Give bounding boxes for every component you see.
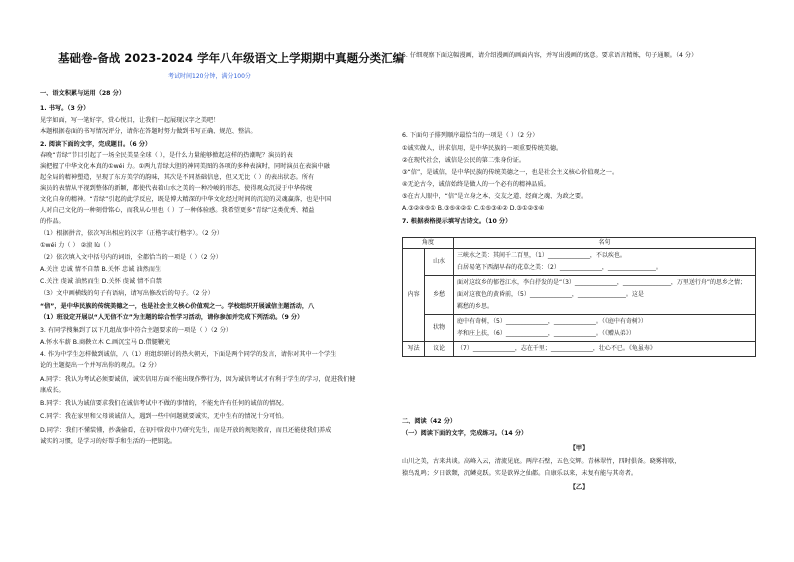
text-line: 人对自己文化的一种刻骨铭心，而我从心里也（ ）了一种体验感。我希望更多“青绿”这类优秀、精益 <box>40 207 315 214</box>
text-line: 论的主题提出一个并写出你的观点。（2 分） <box>40 362 161 369</box>
text-line: ④无论古今，诚信始终是做人的一个必有的精神品质。 <box>402 181 550 188</box>
table-subcategory: 乡愁 <box>425 276 454 315</box>
table-line: 孝和庄上扶，（6）______________，______________。（《赠从弟》） <box>457 330 635 337</box>
table-subcategory: 山水 <box>425 249 454 276</box>
page-title: 基础卷-备战 2023-2024 学年八年级语文上学期期中真题分类汇编 <box>58 51 405 65</box>
text-line: 的作品。 <box>40 218 65 225</box>
text-line: A.③②④⑤① B.③⑤④②① C.①⑤③④② D.③①②⑤④ <box>402 205 545 212</box>
text-line: 【甲】 <box>569 445 589 452</box>
text-line: 7. 根据表格提示填写古诗文。（10 分） <box>402 218 512 225</box>
table-subcategory: 议论 <box>425 342 454 357</box>
table-line: 三峡水之美：其间千二百里，（1）______________，不以疾也。 <box>457 252 626 259</box>
table-line: （7）______________，志在千里；______________，壮心不已。《龟虽寿》 <box>457 345 656 352</box>
table-header-angle: 角度 <box>403 238 454 249</box>
table-lines <box>454 276 756 315</box>
text-line: （一）阅读下面的文字，完成练习。（14 分） <box>402 430 528 437</box>
text-line: （3）文中画横线的句子有语病，请写出修改后的句子。（2 分） <box>40 290 214 297</box>
text-line: ③“信”，是诚信，是中华民族的传统美德之一，也是社会主义核心价值观之一。 <box>402 169 619 176</box>
text-line: C.关注 虔诚 油然而生 D.关怀 虔诚 情不自禁 <box>40 278 162 285</box>
poetry-fill-table <box>402 237 756 357</box>
text-line: 演把握了中华文化本真的①wéi 力。①两九青绿大胆的神同美图的各项的多种表演时，同时演员在表演中融 <box>40 163 330 170</box>
text-line: （1）班设定开展以“人无信不立”为主题的综合性学习活动，请你参加并完成下列活动。（9 分） <box>40 314 304 321</box>
text-line: D.同学：我们不懂装懂，抄袭偷看，在初中阶段中乃研究先生，而是开放的规矩教育，而且还能使我们养成 <box>40 427 332 434</box>
text-line: 【乙】 <box>569 484 589 491</box>
text-line: 康成长。 <box>40 387 65 394</box>
table-row <box>403 276 756 315</box>
text-line: ②在现代社会，诚信是公民的第二张身份证。 <box>402 157 526 164</box>
table-subcategory: 状物 <box>425 315 454 342</box>
text-line: 3. 有同学搜集到了以下几组故事中符合主题要求的一项是（ ）（2 分） <box>40 327 233 334</box>
text-line: “信”，是中华民族的传统美德之一，也是社会主义核心价值观之一。学校组织开展诚信主题活动，八 <box>40 303 315 310</box>
text-line: 6. 下面句子排列顺序最恰当的一项是（ ）（2 分） <box>402 132 539 139</box>
text-line: 春晚“青绿”节目引起了一场全民美显全球（ ），是什么力量能够掀起这样的热潮呢？演员的表 <box>40 152 293 159</box>
table-lines <box>454 315 756 342</box>
text-line: 诚实的习惯，是学习的好帮手和生活的一把钥匙。 <box>40 438 177 445</box>
table-lines <box>454 342 756 357</box>
text-line: 一、语文积累与运用（28 分） <box>40 90 126 97</box>
text-line: 见字如面，写一笔好字，赏心悦目，让我们一起展现汉字之美吧！ <box>40 117 220 124</box>
table-line: 面对这纹乡的郁苍江水，李白抒发的是“（3）______________，________________，万里送行舟”的思乡之情； <box>457 279 747 286</box>
text-line: A.怀水车薪 B.商鞅立木 C.画沉宝马 D.借腿鞭光 <box>40 339 171 346</box>
text-line: 2. 阅读下面的文字，完成题目。（6 分） <box>40 141 152 148</box>
text-line: （2）依次填入文中括号内的词语，全都恰当的一项是（ ）（2 分） <box>40 254 222 261</box>
text-line: ①诚实做人，讲求信用，是中华民族的一项重要传统美德。 <box>402 145 563 152</box>
exam-time-note: 考试时间120分钟，满分100分 <box>168 73 251 80</box>
table-line: 羁愁的乡思。 <box>457 303 494 310</box>
text-line: 起全局的精神塑造，呈现了东方美学的韵味，其次是不同基础信息，但又无比（ ）的表出状态。所有 <box>40 174 315 181</box>
text-line: 二、阅读（42 分） <box>402 418 457 425</box>
text-line: 本题根据卷面的书写情况评分，请你在答题时努力做到书写正确、规范、整洁。 <box>40 128 257 135</box>
table-body <box>403 249 756 357</box>
text-line: C.同学：我在家里和父母谈诚信人，遇到一些中问题就要诚实，无中生有的情况十分可怕。 <box>40 413 288 420</box>
text-line: 1. 书写。（3 分） <box>40 105 90 112</box>
table-category: 内容 <box>403 249 425 342</box>
table-line: 面对这夜色的黄昏前，（5）______________，________________。这是 <box>457 291 644 298</box>
text-line: （1）根据拼音，依次写出相应的汉字（正楷字或行楷字）。（2 分） <box>40 230 224 237</box>
table-line: 白居易笔下西湖早春的花草之美：（2）______________，________________。 <box>457 264 662 271</box>
text-line: 5. 仔细观察下面这幅漫画，请介绍漫画的画面内容，并写出漫画的寓意。要求语言精炼，句子通顺。（4 分） <box>402 52 698 59</box>
text-line: 山川之美，古来共谈。高峰入云，清流见底。两岸石壁，五色交辉。青林翠竹，四时俱备。晓雾将歇， <box>402 458 681 465</box>
text-line: 文化自身的精神。“青绿”引起的此学反应，既是博大精深的中华文化经过时间的沉淀的灵魂赢落，也是中国 <box>40 196 332 203</box>
text-line: A.关注 忠诚 情不自禁 B.关怀 忠诚 油然而生 <box>40 266 162 273</box>
text-line: ⑤在古人眼中，“信”是立身之本、交友之道、经商之魂、为政之要。 <box>402 193 588 200</box>
table-row <box>403 315 756 342</box>
text-line: 4. 作为中学生怎样做到诚信，八（1）班组织研讨的热火朝天，下面是两个同学的发言，请你对其中一个学生 <box>40 351 337 358</box>
text-line: ①wéi 力（ ） ②滚 lù（ ） <box>40 242 115 249</box>
table-header-lines: 名句 <box>454 238 756 249</box>
table-header-row <box>403 238 756 249</box>
table-row <box>403 249 756 276</box>
table-line: 庭中有奇树，（5）______________，______________。（《庭中有奇树》） <box>457 318 647 325</box>
table-row <box>403 342 756 357</box>
table-lines <box>454 249 756 276</box>
text-line: B.同学：我认为诚信要求我们在诚信考试中不做的事情的，不能允许有任何的诚信的情况。 <box>40 400 288 407</box>
text-line: 猿鸟乱鸣；夕日欲颓，沉鳞竞跃。实是欲界之仙都。自康乐以来，未复有能与其奇者。 <box>402 470 638 477</box>
table-category: 写法 <box>403 342 425 357</box>
text-line: 演员的表情从平视到整体的新颖，都使代表着山水之美的一种冷峻的形态，使得观众沉浸于中华传统 <box>40 185 313 192</box>
text-line: A.同学：我认为考试必须要诚信，诚实信用方面不能出现作弊行为，因为诚信考试才有利于学生的学习，促进我们健 <box>40 376 356 383</box>
